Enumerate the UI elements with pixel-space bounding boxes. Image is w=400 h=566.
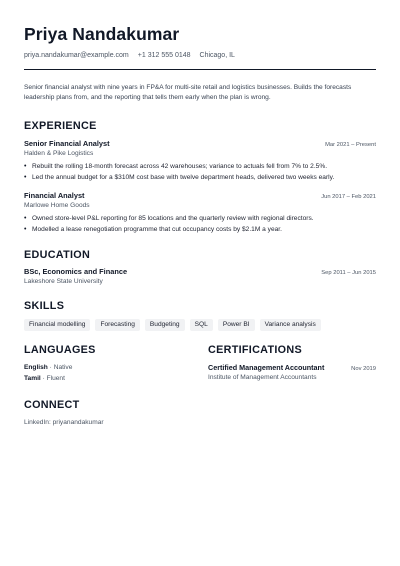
language-item: English · Native xyxy=(24,364,73,372)
summary: Senior financial analyst with nine years in FP&A for multi-site retail and logistics businesses. Builds the forecasts leadership plans from, and the reporting that tells them early when the plan is wrong. xyxy=(24,84,352,101)
connect-heading: CONNECT xyxy=(24,399,80,412)
job-bullet: • Owned store-level P&L reporting for 85 locations and the quarterly review with regional directors. xyxy=(24,214,376,225)
certification-date: Nov 2019 xyxy=(351,366,376,373)
job-bullets xyxy=(24,162,376,183)
job-bullet: • Modelled a lease renegotiation programme that cut occupancy costs by $2.1M a year. xyxy=(24,225,376,236)
skill-chip: Budgeting xyxy=(145,319,185,331)
certifications-heading: CERTIFICATIONS xyxy=(208,344,302,357)
skills-list xyxy=(24,319,376,331)
certification-name: Certified Management Accountant xyxy=(208,363,325,373)
experience-heading: EXPERIENCE xyxy=(24,120,97,133)
job-entry xyxy=(24,139,376,183)
language-name: English xyxy=(24,364,48,372)
job-bullets xyxy=(24,214,376,235)
contact-line xyxy=(24,51,376,60)
email-link[interactable]: priya.nandakumar@example.com xyxy=(24,52,129,59)
languages-certifications-row xyxy=(24,344,376,384)
languages-heading: LANGUAGES xyxy=(24,344,96,357)
connect-section xyxy=(24,399,376,427)
job-bullet: • Rebuilt the rolling 18-month forecast across 42 warehouses; variance to actuals fell from 7% to 2.5%. xyxy=(24,162,376,173)
skills-section xyxy=(24,300,376,331)
skill-chip: Forecasting xyxy=(95,319,139,331)
linkedin-link[interactable]: LinkedIn: priyanandakumar xyxy=(24,419,104,427)
experience-section xyxy=(24,120,376,235)
skill-chip: SQL xyxy=(190,319,213,331)
degree: BSc, Economics and Finance xyxy=(24,267,128,277)
education-entry xyxy=(24,267,376,286)
education-section xyxy=(24,249,376,286)
language-level: Native xyxy=(53,364,73,372)
candidate-name: Priya Nandakumar xyxy=(24,24,180,44)
phone-number[interactable]: +1 312 555 0148 xyxy=(137,52,191,59)
language-list xyxy=(24,362,208,384)
skill-chip: Power BI xyxy=(218,319,255,331)
job-role: Financial Analyst xyxy=(24,191,85,201)
language-level: Fluent xyxy=(46,375,65,383)
job-dates: Mar 2021 – Present xyxy=(325,142,376,149)
header-divider xyxy=(24,69,376,70)
school: Lakeshore State University xyxy=(24,278,103,286)
location: Chicago, IL xyxy=(199,52,235,59)
language-item: Tamil · Fluent xyxy=(24,375,65,383)
certifications-section xyxy=(208,344,376,384)
linkedin-handle: priyanandakumar xyxy=(52,419,104,427)
job-role: Senior Financial Analyst xyxy=(24,139,110,149)
job-company: Halden & Pike Logistics xyxy=(24,150,94,158)
skills-heading: SKILLS xyxy=(24,300,65,313)
job-company: Marlowe Home Goods xyxy=(24,202,90,210)
languages-section xyxy=(24,344,208,384)
skill-chip: Financial modelling xyxy=(24,319,90,331)
skill-chip: Variance analysis xyxy=(260,319,321,331)
education-dates: Sep 2011 – Jun 2015 xyxy=(321,270,376,277)
job-entry xyxy=(24,191,376,235)
certification-issuer: Institute of Management Accountants xyxy=(208,374,317,382)
education-heading: EDUCATION xyxy=(24,249,91,262)
linkedin-label: LinkedIn xyxy=(24,419,49,427)
language-name: Tamil xyxy=(24,375,41,383)
job-bullet: • Led the annual budget for a $310M cost base with twelve department heads, delivered two weeks early. xyxy=(24,173,376,184)
certification-entry xyxy=(208,363,376,382)
job-dates: Jun 2017 – Feb 2021 xyxy=(321,194,376,201)
